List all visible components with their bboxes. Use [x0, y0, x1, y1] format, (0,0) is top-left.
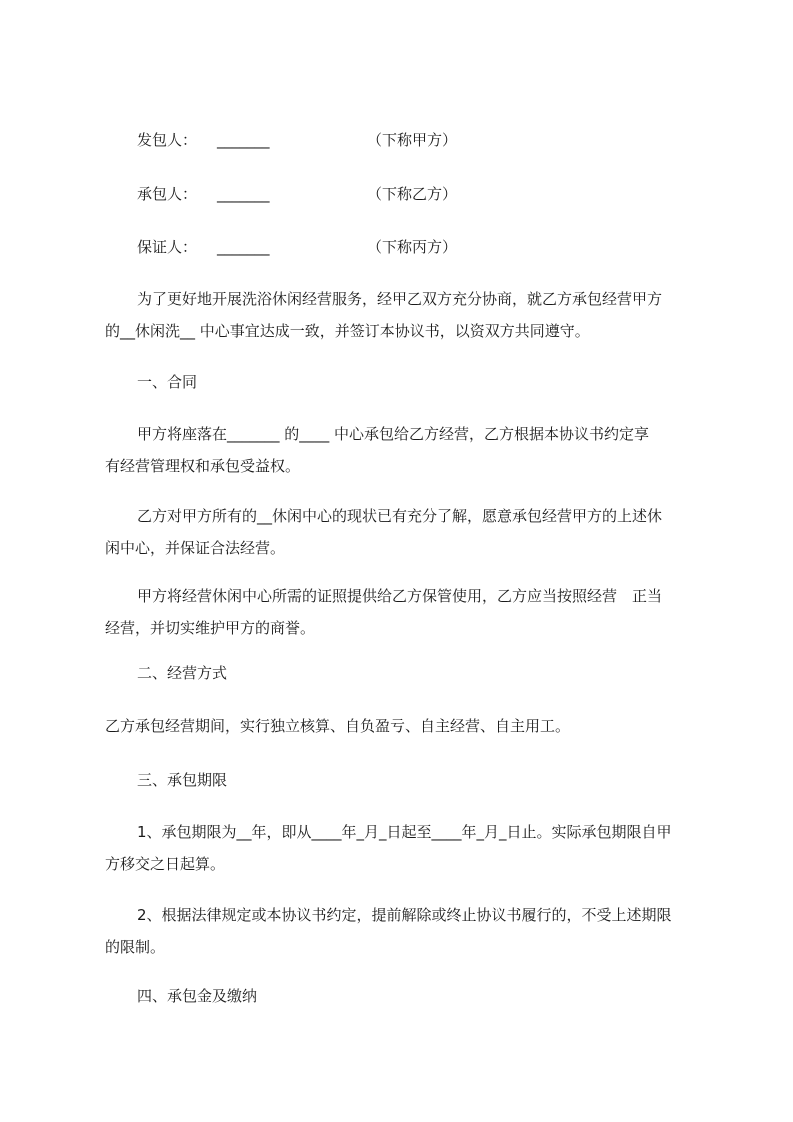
paragraph-line: 甲方将经营休闲中心所需的证照提供给乙方保管使用，乙方应当按照经营 正当 — [137, 587, 663, 605]
party-blank: _______ — [217, 131, 270, 149]
party-blank: _______ — [217, 238, 270, 256]
section2-paragraph-1 — [105, 710, 705, 742]
party-label: 发包人： — [137, 131, 198, 149]
intro-paragraph — [105, 283, 705, 347]
paragraph-line: 方移交之日起算。 — [105, 855, 226, 873]
party-note: （下称甲方） — [367, 131, 458, 149]
section1-paragraph-1 — [105, 418, 705, 482]
paragraph-line: 有经营管理权和承包受益权。 — [105, 457, 301, 475]
paragraph-line: 的__休闲洗__ 中心事宜达成一致，并签订本协议书，以资双方共同遵守。 — [105, 322, 590, 340]
section1-paragraph-3 — [105, 580, 705, 644]
paragraph-line: 甲方将座落在_______ 的____ 中心承包给乙方经营，乙方根据本协议书约定享 — [137, 425, 650, 443]
paragraph-line: 为了更好地开展洗浴休闲经营服务，经甲乙双方充分协商，就乙方承包经营甲方 — [137, 290, 663, 308]
party-note: （下称丙方） — [367, 238, 458, 256]
party-note: （下称乙方） — [367, 185, 458, 203]
section-heading-operation-mode: 二、经营方式 — [137, 664, 228, 682]
paragraph-line: 2、根据法律规定或本协议书约定，提前解除或终止协议书履行的，不受上述期限 — [137, 906, 672, 924]
paragraph-line: 的限制。 — [105, 938, 166, 956]
section3-paragraph-2 — [105, 899, 705, 963]
section3-paragraph-1 — [105, 816, 705, 880]
section1-paragraph-2 — [105, 500, 705, 564]
party-label: 承包人： — [137, 185, 198, 203]
paragraph-line: 经营，并切实维护甲方的商誉。 — [105, 619, 316, 637]
party-blank: _______ — [217, 185, 270, 203]
paragraph-line: 闲中心，并保证合法经营。 — [105, 539, 286, 557]
section-heading-term: 三、承包期限 — [137, 771, 228, 789]
paragraph-line: 乙方承包经营期间，实行独立核算、自负盈亏、自主经营、自主用工。 — [105, 717, 571, 735]
paragraph-line: 乙方对甲方所有的__休闲中心的现状已有充分了解，愿意承包经营甲方的上述休 — [137, 507, 663, 525]
party-label: 保证人： — [137, 238, 198, 256]
section-heading-payment: 四、承包金及缴纳 — [137, 987, 258, 1005]
paragraph-line: 1、承包期限为__年，即从____年_月_日起至____年_月_日止。实际承包期限自甲 — [137, 823, 672, 841]
section-heading-contract: 一、合同 — [137, 373, 198, 391]
